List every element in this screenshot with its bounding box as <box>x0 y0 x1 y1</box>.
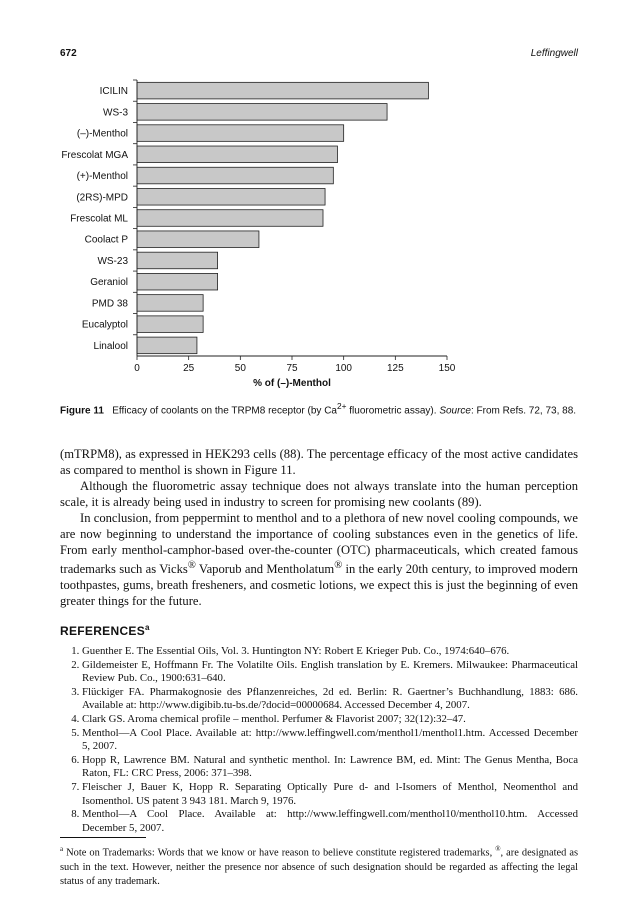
registered-mark: ® <box>334 560 343 571</box>
paragraph-3 <box>60 510 578 609</box>
bar-2 <box>137 125 344 142</box>
caption-source-label: Source <box>439 405 471 417</box>
reference-item: 1. Guenther E. The Essential Oils, Vol. 3. Huntington NY: Robert E Krieger Pub. Co., 1974:640–676. <box>82 645 578 659</box>
reference-item: 2. Gildemeister E, Hoffmann Fr. The Volatilte Oils. English translation by E. Kremers. Milwaukee: Pharmaceutical Review Pub. Co., 1900:631–640. <box>82 659 578 686</box>
running-author: Leffingwell <box>530 48 578 59</box>
paragraph-1: (mTRPM8), as expressed in HEK293 cells (88). The percentage efficacy of the most active candidates as compared to menthol is shown in Figure 11. <box>60 447 578 477</box>
x-tick-label-2: 50 <box>234 363 246 374</box>
bar-1 <box>137 104 387 121</box>
paragraph-3-part-a: In conclusion, from peppermint to menthol and to a plethora of new novel cooling compounds, we are now beginning to understand the importance of cooling substances even in the genetics of life. From early menthol-camphor-based over-the-counter (OTC) pharmaceuticals, which created famous trademarks such as Vicks <box>60 511 578 577</box>
bar-5 <box>137 188 325 205</box>
x-tick-label-0: 0 <box>134 363 140 374</box>
category-label-11: Eucalyptol <box>81 319 128 331</box>
reference-list <box>60 645 578 835</box>
chart-x-axis-label: % of (–)-Menthol <box>253 378 331 389</box>
footnote-marker: a <box>60 845 64 853</box>
running-header <box>60 48 578 64</box>
category-label-9: Geraniol <box>90 277 128 289</box>
figure-caption <box>60 400 578 417</box>
category-label-5: (2RS)-MPD <box>76 192 128 204</box>
caption-text-3: : From Refs. 72, 73, 88. <box>471 405 577 417</box>
category-label-0: ICILIN <box>99 86 128 98</box>
bar-4 <box>137 167 333 184</box>
bar-11 <box>137 316 203 333</box>
footnote-text-1: Note on Trademarks: Words that we know or have reason to believe constitute registered trademarks, <box>63 847 496 859</box>
x-tick-label-3: 75 <box>286 363 298 374</box>
bar-3 <box>137 146 337 163</box>
reference-item: 8. Menthol—A Cool Place. Available at: http://www.leffingwell.com/menthol10/menthol10.htm. Accessed December 5, 2007. <box>82 808 578 835</box>
category-label-8: WS-23 <box>97 255 128 267</box>
category-label-4: (+)-Menthol <box>76 171 128 183</box>
category-label-7: Coolact P <box>84 234 128 246</box>
references-heading-superscript: a <box>145 623 150 632</box>
reference-item: 4. Clark GS. Aroma chemical profile – menthol. Perfumer & Flavorist 2007; 32(12):32–47. <box>82 713 578 727</box>
caption-text-1: Efficacy of coolants on the TRPM8 receptor (by Ca <box>112 405 337 417</box>
x-tick-label-1: 25 <box>183 363 195 374</box>
reference-item: 5. Menthol—A Cool Place. Available at: http://www.leffingwell.com/menthol1/menthol1.htm. Accessed December 5, 2007. <box>82 727 578 754</box>
paragraph-3-part-c: in the early 20th century, to improved modern toothpastes, gums, breath fresheners, and cosmetic lotions, we expect this is just the beginning of even greater things for the future. <box>60 562 578 609</box>
category-label-12: Linalool <box>93 340 128 352</box>
body-text <box>60 446 578 609</box>
bar-7 <box>137 231 259 248</box>
figure-label: Figure 11 <box>60 405 104 417</box>
category-label-3: Frescolat MGA <box>61 149 128 161</box>
footnote <box>60 842 578 890</box>
paragraph-2: Although the fluorometric assay technique does not always translate into the human perception scale, it is already being used in industry to screen for promising new coolants (89). <box>60 479 578 509</box>
reference-item: 6. Hopp R, Lawrence BM. Natural and synthetic menthol. In: Lawrence BM, ed. Mint: The Genus Mentha, Boca Raton, FL: CRC Press, 2006: 371–398. <box>82 754 578 781</box>
category-label-6: Frescolat ML <box>70 213 128 225</box>
bar-10 <box>137 295 203 312</box>
bar-0 <box>137 82 428 99</box>
references-heading: REFERENCES$^a$ <box>60 623 150 638</box>
x-tick-label-5: 125 <box>386 363 404 374</box>
bar-8 <box>137 252 218 269</box>
caption-text-2: fluorometric assay). <box>346 405 440 417</box>
footnote-rule <box>60 837 146 838</box>
registered-mark: ® <box>495 845 501 853</box>
category-label-10: PMD 38 <box>91 298 128 310</box>
paragraph-3-part-b: Vaporub and Mentholatum <box>195 562 335 577</box>
registered-mark: ® <box>187 560 196 571</box>
bar-6 <box>137 210 323 227</box>
footnote-text-2: , are designated as such in the text. However, neither the presence nor absence of such designation should be regarded as affecting the legal status of any trademark. <box>60 847 578 888</box>
x-tick-label-4: 100 <box>335 363 353 374</box>
page-number: 672 <box>60 48 77 59</box>
bar-12 <box>137 337 197 354</box>
reference-item: 3. Flückiger FA. Pharmakognosie des Pflanzenreiches, 2d ed. Berlin: R. Gaertner’s Buchhandlung, 1883: 686. Available at: http://www.digibib.tu-bs.de/?docid=00000684. Accessed December 4, 2007. <box>82 686 578 713</box>
category-label-2: (–)-Menthol <box>76 128 128 140</box>
reference-item: 7. Fleischer J, Bauer K, Hopp R. Separating Optically Pure d- and l-Isomers of Menthol, Neomenthol and Isomenthol. US patent 3 943 181. March 9, 1976. <box>82 781 578 808</box>
x-tick-label-6: 150 <box>438 363 456 374</box>
efficacy-bar-chart <box>0 70 638 395</box>
category-label-1: WS-3 <box>103 107 128 119</box>
caption-superscript: 2+ <box>337 401 347 411</box>
bar-9 <box>137 273 218 290</box>
